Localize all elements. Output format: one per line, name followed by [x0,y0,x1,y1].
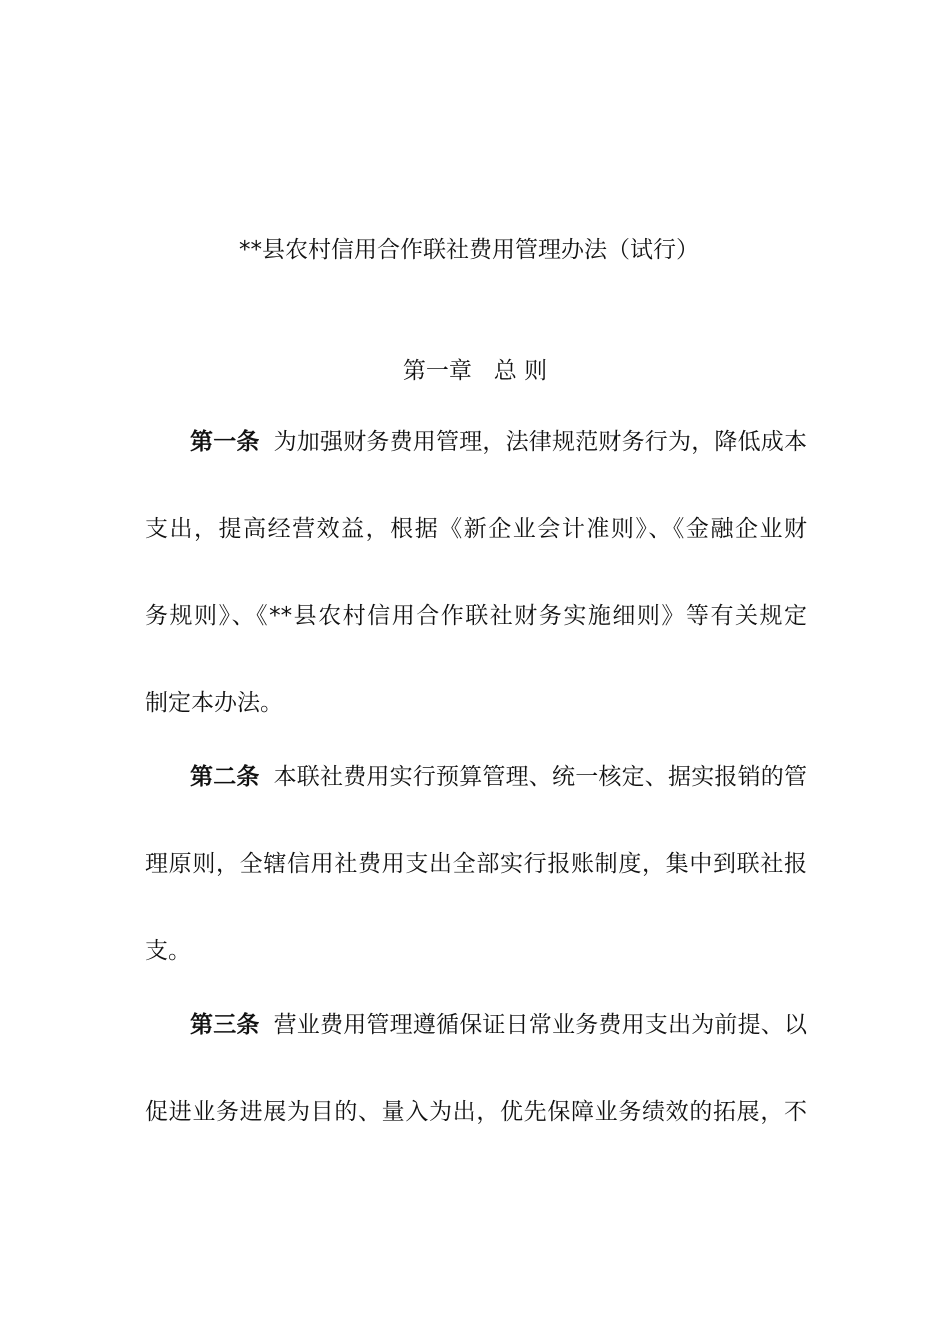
article-2-line-1 [190,760,807,794]
chapter-heading: 第一章 总 则 [402,358,548,384]
article-3-text: 营业费用管理遵循保证日常业务费用支出为前提、以 [273,1012,808,1038]
article-2-line-2: 理原则，全辖信用社费用支出全部实行报账制度，集中到联社报 [145,851,807,877]
article-2-text: 本联社费用实行预算管理、统一核定、据实报销的管 [273,764,808,790]
article-1-line-4: 制定本办法。 [145,690,283,716]
article-1-line-1 [190,425,807,459]
document-title: **县农村信用合作联社费用管理办法（试行） [239,237,699,263]
article-3-label: 第三条 [190,1012,260,1038]
article-1-label: 第一条 [190,429,260,455]
article-2-line-3: 支。 [145,938,191,964]
article-1-text: 为加强财务费用管理，法律规范财务行为，降低成本 [273,429,808,455]
article-3-line-2: 促进业务进展为目的、量入为出，优先保障业务绩效的拓展，不 [145,1099,807,1125]
article-2-label: 第二条 [190,764,260,790]
article-3-line-1 [190,1008,807,1042]
article-1-line-3: 务规则》、《**县农村信用合作联社财务实施细则》等有关规定 [145,603,807,629]
article-1-line-2: 支出，提高经营效益，根据《新企业会计准则》、《金融企业财 [145,516,807,542]
